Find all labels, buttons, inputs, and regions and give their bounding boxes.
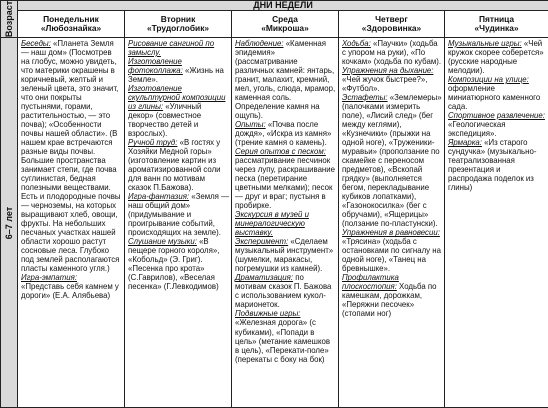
activity-section	[235, 273, 336, 309]
cell-friday	[445, 38, 548, 408]
activity-label: Упражнения в равновесии:	[342, 228, 440, 237]
activity-text: «Из старого сундучка» (музыкально-театрализованная презентация и распродажа поделок из глины)	[448, 138, 536, 192]
activity-section	[235, 120, 336, 147]
activity-label: Изготовление скульптурной композиции из глины:	[128, 84, 225, 111]
age-header	[1, 1, 18, 38]
activity-text: «Жизнь на Земле».	[128, 66, 224, 84]
activity-label: Наблюдение:	[235, 39, 284, 48]
activity-text: «Земля — наш общий дом» (придумывание и проигрывание событий, происходящих на земле).	[128, 192, 229, 237]
day-name: Четверг	[341, 15, 442, 24]
activity-label: Изготовление фотоколлажа:	[128, 57, 183, 75]
activity-section	[21, 39, 122, 273]
day-subtitle: «Здоровинка»	[341, 24, 442, 33]
activity-label: Опыты:	[235, 120, 266, 129]
activity-text: «Трясина» (ходьба с остановками по сигналу на одной ноге), «Танец на бревнышке».	[342, 237, 441, 273]
activity-section	[448, 75, 546, 111]
activity-label: Экскурсия в музей и минералогическую выставку.	[235, 210, 309, 237]
day-name: Среда	[234, 15, 336, 24]
activity-section	[128, 138, 229, 192]
activity-label: Композиции на улице:	[448, 75, 529, 84]
day-name: Пятница	[447, 15, 546, 24]
activity-section	[128, 192, 229, 237]
activity-label: Упражнения на дыхание:	[342, 66, 433, 75]
activity-label: Серия опытов с песком:	[235, 147, 326, 156]
activity-section	[235, 147, 336, 210]
days-header: ДНИ НЕДЕЛИ	[18, 1, 548, 11]
activity-section	[235, 39, 336, 120]
activity-label: Игра-фантазия:	[128, 192, 189, 201]
day-header-monday	[18, 11, 125, 38]
age-value: 6–7 лет	[4, 206, 14, 238]
cell-wednesday	[232, 38, 339, 408]
activity-label: Профилактика плоскостопия:	[342, 273, 399, 291]
activity-section	[235, 309, 336, 363]
activity-section	[342, 66, 442, 93]
activity-section	[448, 39, 546, 75]
activity-label: Рисование сангиной по замыслу.	[128, 39, 214, 57]
day-subtitle: «Трудоглобик»	[127, 24, 229, 33]
activity-section	[21, 273, 122, 300]
activity-section	[342, 93, 442, 228]
activity-section	[235, 237, 336, 273]
activity-section	[448, 138, 546, 192]
activity-section	[342, 39, 442, 66]
activity-text: «Каменная эпидемия» (рассматривание различных камней: янтарь, гранит, малахит, кремний, мел, уголь, слюда, мрамор, каменная соль. Определение камня на ощупь).	[235, 39, 335, 120]
activity-label: Слушание музыки:	[128, 237, 197, 246]
activity-text: «Геологическая экспедиция».	[448, 120, 506, 138]
activity-text: «Почва после дождя», «Искра из камня» (трение камня о камень).	[235, 120, 331, 147]
activity-label: Ходьба:	[342, 39, 371, 48]
activity-label: Музыкальные игры:	[448, 39, 522, 48]
day-name: Понедельник	[20, 15, 122, 24]
activity-section	[342, 228, 442, 273]
cell-thursday	[339, 38, 445, 408]
cell-monday	[18, 38, 125, 408]
activity-label: Эстафеты:	[342, 93, 388, 102]
day-header-friday	[445, 11, 548, 38]
activity-label: Спортивное развлечение:	[448, 111, 545, 120]
day-header-thursday	[339, 11, 445, 38]
age-row	[1, 38, 548, 408]
day-subtitle: «Любознайка»	[20, 24, 122, 33]
activity-text: «Железная дорога» (с кубиками), «Попади в цель» (метание камешков в цель), «Перекати-поле» (перекаты с боку на бок)	[235, 318, 330, 363]
activity-label: Эксперимент:	[235, 237, 288, 246]
activity-section	[128, 84, 229, 138]
activity-section	[128, 237, 229, 291]
age-cell	[1, 38, 18, 408]
day-header-tuesday	[125, 11, 232, 38]
activity-text: «Чей кружок скорее соберется» (русские народные мелодии).	[448, 39, 544, 75]
activity-label: Игра-эмпатия:	[21, 273, 77, 282]
age-header-label: Возраст	[4, 1, 14, 37]
cell-tuesday	[125, 38, 232, 408]
activity-text: «В пещере горного короля», «Кобольд» (Э. Григ). «Песенка про крота» (С.Гаврилов), «Веселая песенка» (Г.Левкодимов)	[128, 237, 219, 291]
activity-text: «Чей жучок быстрее?», «Футбол».	[342, 75, 427, 93]
activity-section	[342, 273, 442, 318]
activity-label: Ручной труд:	[128, 138, 177, 147]
day-name: Вторник	[127, 15, 229, 24]
activity-label: Беседы:	[21, 39, 51, 48]
activity-text: Ходьба по камешкам, дорожкам, «Перяжни песочек» (стопами ног)	[342, 282, 437, 318]
activity-text: по мотивам сказок П. Бажова с использованием кукол-марионеток.	[235, 273, 331, 309]
activity-label: Драматизация:	[235, 273, 293, 282]
activity-text: рассматривание песчинок через лупу, раскрашивание песка (перетирание цветными мелками); песок — друг и враг; пустыня в пробирке.	[235, 156, 335, 210]
activity-label: Ярмарка:	[448, 138, 482, 147]
activity-section	[448, 111, 546, 138]
day-subtitle: «Микроша»	[234, 24, 336, 33]
activity-text: «Сделаем музыкальный инструмент» (шумелки, маракасы, погремушки из камней).	[235, 237, 333, 273]
activity-text: «Уличный декор» (совместное творчество детей и взрослых).	[128, 102, 201, 138]
activity-section	[235, 210, 336, 237]
day-subtitle: «Чудинка»	[447, 24, 546, 33]
activity-text: «Представь себя камнем у дороги» (Е.А. Алябьева)	[21, 282, 119, 300]
activity-text: оформление миниатюрного каменного сада.	[448, 84, 540, 111]
day-header-wednesday	[232, 11, 339, 38]
activity-section	[128, 57, 229, 84]
activity-text: «Паучки» (ходьба с упором на руки), «По кочкам» (ходьба по кубам).	[342, 39, 441, 66]
day-header-row	[1, 11, 548, 38]
activity-text: «Планета Земля — наш дом» (Посмотрев на глобус, можно увидеть, что материки окрашены в коричневый, желтый и зеленый цвета, это значит, что они покрыты пустынями, горами, растительностью, — это почва); «Особенности почвы нашей области». (В нашем крае встречаются разные виды почвы. Большие пространства занимает степи, где почва суглинистая, бедная полезными веществами. Есть и плодородные почвы — черноземы, на которых выращивают хлеб, овощи, фрукты. На небольших песчаных участках нашей области хорошо растут сосновые леса. Глубоко под землей располагаются пласты каменного угля.)	[21, 39, 121, 273]
activity-text: «В гостях у Хозяйки Медной горы» (изготовление картин из ароматизированной соли для ванн по мотивам сказок П.Бажова).	[128, 138, 221, 192]
activity-label: Подвижные игры:	[235, 309, 300, 318]
activity-section	[128, 39, 229, 57]
activity-text: «Землемеры» (палочками измерить поле), «Лисий след» (бег между кеглями), «Кузнечики» (прыжки на одной ноге), «Труженики-муравьи» (проползание по скамейке с переносом предметов), «Вскопай грядку» (выполняется бегом, перекладывание кубиков лопатками), «Газонокосилка» (бег с обручами), «Ящерицы» (ползание по-пластунски).	[342, 93, 442, 228]
